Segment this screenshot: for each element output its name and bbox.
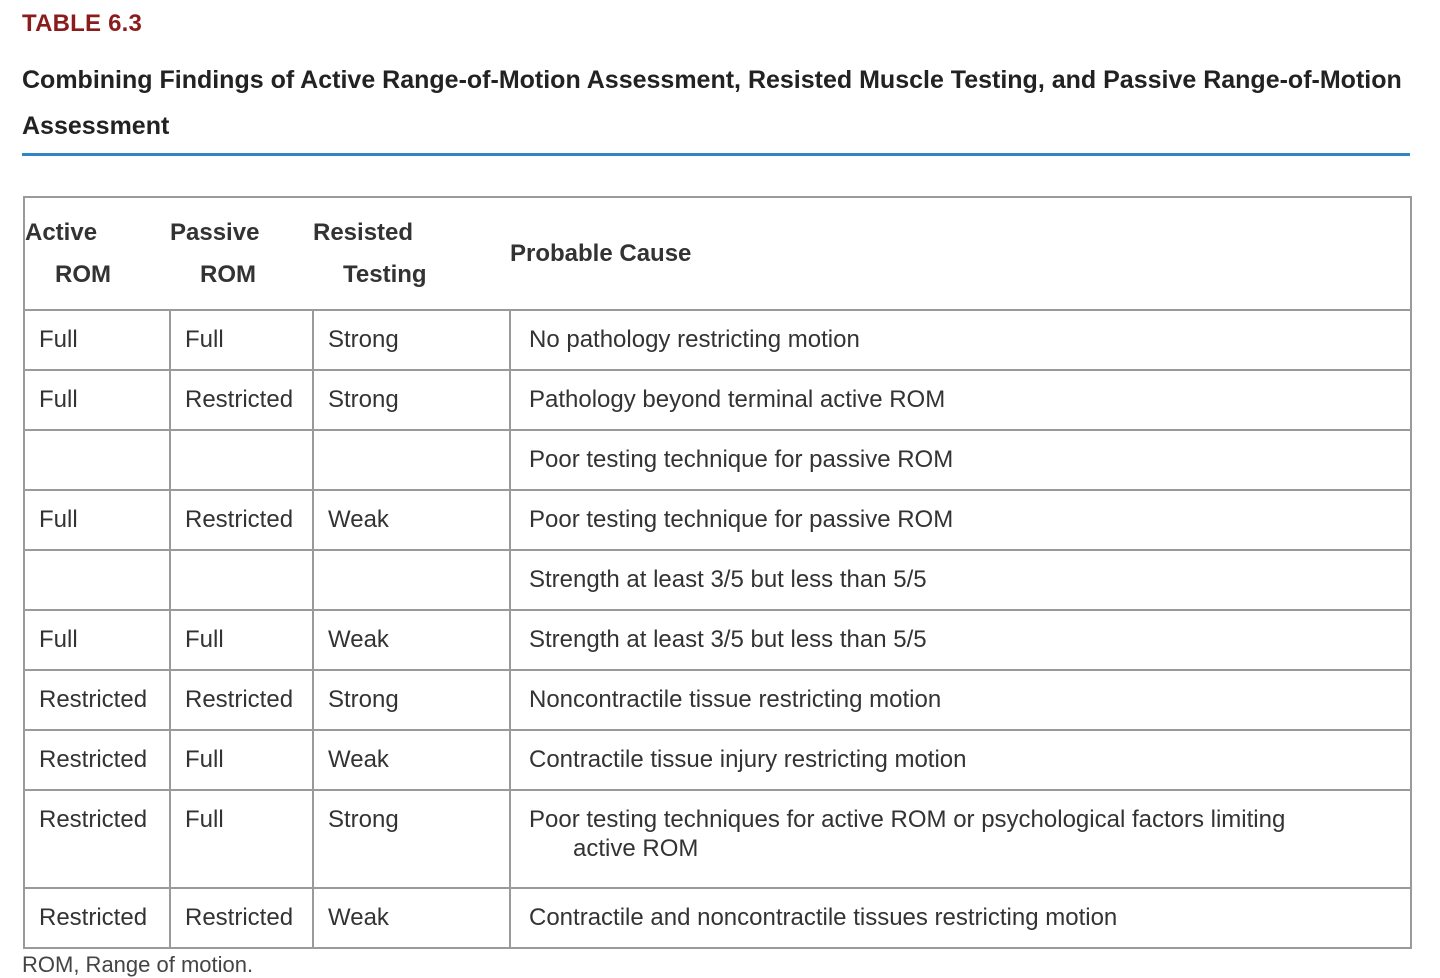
cell-active: Full (24, 490, 170, 550)
header-resisted-testing (313, 197, 510, 310)
header-passive-rom (170, 197, 313, 310)
title-divider (22, 153, 1410, 156)
abbreviation-footnote: ROM, Range of motion. (22, 952, 254, 977)
header-active-line2: ROM (55, 260, 111, 288)
cell-cause: Poor testing technique for passive ROM (510, 430, 1411, 490)
table-row (24, 610, 1411, 670)
cell-passive: Full (170, 790, 313, 888)
table-row (24, 430, 1411, 490)
cell-active: Full (24, 310, 170, 370)
cell-passive: Restricted (170, 490, 313, 550)
cell-active: Restricted (24, 670, 170, 730)
cell-resisted (313, 550, 510, 610)
cell-cause: Strength at least 3/5 but less than 5/5 (510, 550, 1411, 610)
cell-passive: Full (170, 310, 313, 370)
cell-cause: No pathology restricting motion (510, 310, 1411, 370)
cell-passive: Full (170, 730, 313, 790)
cell-passive (170, 550, 313, 610)
findings-table (23, 196, 1412, 949)
header-row (24, 197, 1411, 310)
cause-line2: active ROM (573, 835, 699, 862)
cell-resisted: Strong (313, 670, 510, 730)
cell-passive (170, 430, 313, 490)
cell-cause: Poor testing technique for passive ROM (510, 490, 1411, 550)
cell-resisted: Strong (313, 310, 510, 370)
header-active-line1: Active (25, 218, 98, 246)
header-probable-cause: Probable Cause (510, 197, 1411, 310)
cell-active (24, 550, 170, 610)
cell-resisted: Weak (313, 730, 510, 790)
cell-cause: Contractile and noncontractile tissues restricting motion (510, 888, 1411, 948)
table-row (24, 670, 1411, 730)
cell-passive: Restricted (170, 370, 313, 430)
table-row (24, 730, 1411, 790)
cell-resisted: Weak (313, 888, 510, 948)
table-title: Combining Findings of Active Range-of-Motion Assessment, Resisted Muscle Testing, and Passive Range-of-Motion Assessment (22, 66, 1402, 140)
cell-cause (510, 790, 1411, 888)
cell-cause: Pathology beyond terminal active ROM (510, 370, 1411, 430)
cell-active: Restricted (24, 888, 170, 948)
cell-active: Restricted (24, 790, 170, 888)
cell-resisted: Strong (313, 790, 510, 888)
cell-resisted (313, 430, 510, 490)
table-row (24, 550, 1411, 610)
header-active-rom (24, 197, 170, 310)
cell-cause: Contractile tissue injury restricting motion (510, 730, 1411, 790)
table-number: TABLE 6.3 (22, 10, 143, 37)
header-passive-line1: Passive (170, 218, 260, 246)
cell-resisted: Strong (313, 370, 510, 430)
cell-passive: Restricted (170, 888, 313, 948)
cell-active: Full (24, 610, 170, 670)
header-passive-line2: ROM (200, 260, 256, 288)
cell-passive: Full (170, 610, 313, 670)
cell-resisted: Weak (313, 610, 510, 670)
table-row (24, 888, 1411, 948)
table-row (24, 310, 1411, 370)
table-row (24, 370, 1411, 430)
cell-cause: Noncontractile tissue restricting motion (510, 670, 1411, 730)
cell-active: Restricted (24, 730, 170, 790)
cell-active: Full (24, 370, 170, 430)
header-resisted-line1: Resisted (313, 218, 414, 246)
cell-passive: Restricted (170, 670, 313, 730)
table-row (24, 790, 1411, 888)
cell-cause: Strength at least 3/5 but less than 5/5 (510, 610, 1411, 670)
cause-line1: Poor testing techniques for active ROM or psychological factors limiting (529, 806, 1286, 833)
cell-active (24, 430, 170, 490)
table-row (24, 490, 1411, 550)
header-resisted-line2: Testing (343, 260, 427, 288)
cell-resisted: Weak (313, 490, 510, 550)
